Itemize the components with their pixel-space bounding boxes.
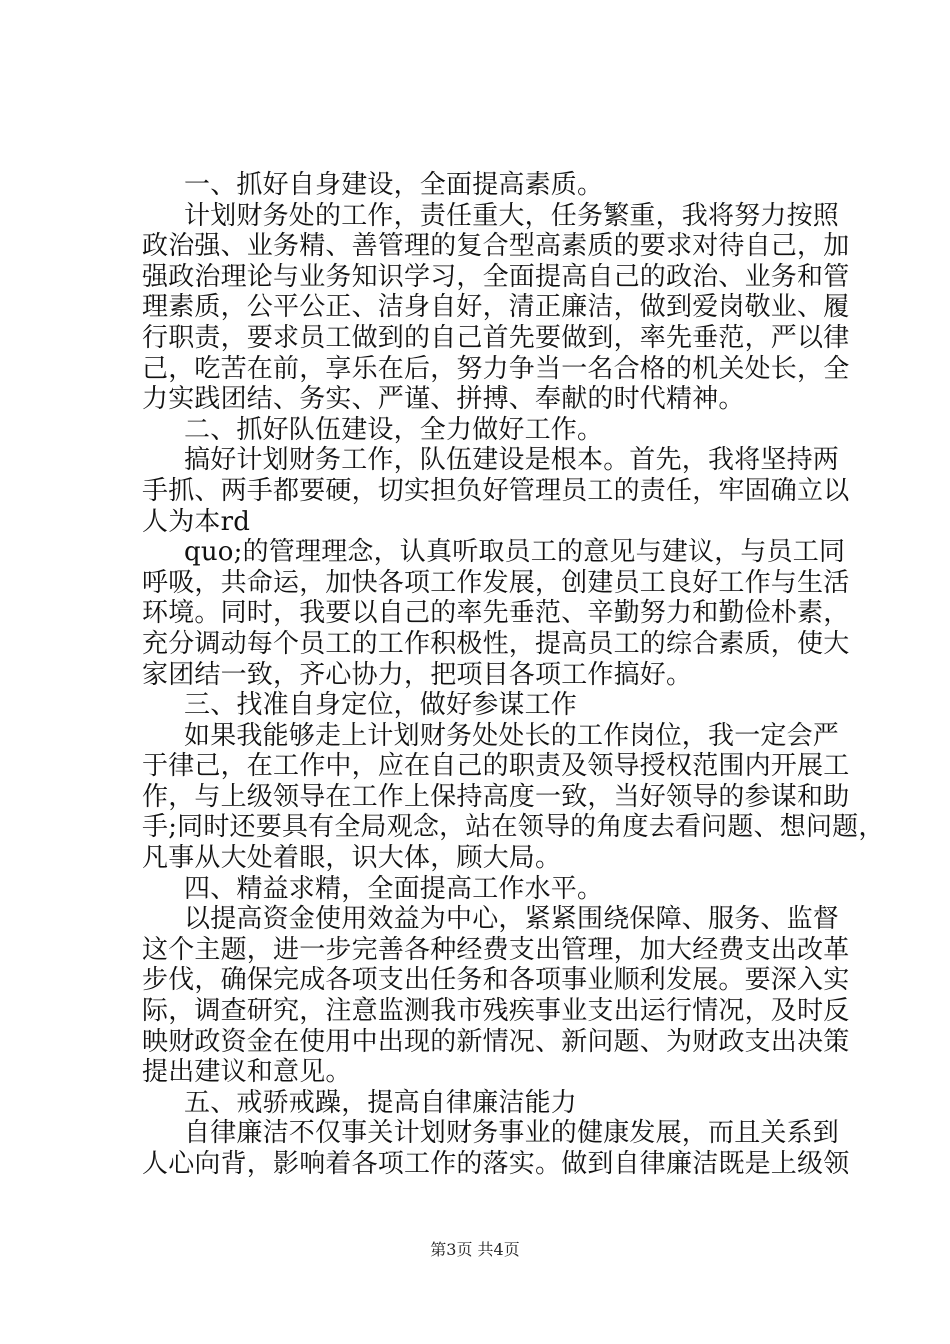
text-line: 如果我能够走上计划财务处处长的工作岗位，我一定会严 bbox=[184, 720, 840, 751]
text-line: 以提高资金使用效益为中心，紧紧围绕保障、服务、监督 bbox=[184, 904, 840, 935]
text-line: 呼吸，共命运，加快各项工作发展，创建员工良好工作与生活 bbox=[142, 567, 850, 598]
text-line: 提出建议和意见。 bbox=[142, 1057, 352, 1088]
text-line: 于律己，在工作中，应在自己的职责及领导授权范围内开展工 bbox=[142, 751, 850, 782]
text-line: 充分调动每个员工的工作积极性，提高员工的综合素质，使大 bbox=[142, 628, 850, 659]
text-line: 映财政资金在使用中出现的新情况、新问题、为财政支出决策 bbox=[142, 1026, 850, 1057]
text-line: 四、精益求精，全面提高工作水平。 bbox=[184, 873, 604, 904]
text-line: 二、抓好队伍建设，全力做好工作。 bbox=[184, 414, 604, 445]
text-line: 计划财务处的工作，责任重大，任务繁重，我将努力按照 bbox=[184, 200, 840, 231]
text-line: 行职责，要求员工做到的自己首先要做到，率先垂范，严以律 bbox=[142, 322, 850, 353]
text-line: 政治强、业务精、善管理的复合型高素质的要求对待自己，加 bbox=[142, 231, 850, 262]
text-line: 人为本rd bbox=[142, 506, 251, 537]
text-line: 自律廉洁不仅事关计划财务事业的健康发展，而且关系到 bbox=[184, 1118, 840, 1149]
text-line: 手抓、两手都要硬，切实担负好管理员工的责任，牢固确立以 bbox=[142, 475, 850, 506]
text-line: 手;同时还要具有全局观念，站在领导的角度去看问题、想问题， bbox=[142, 812, 885, 843]
text-line: quo;的管理理念，认真听取员工的意见与建议，与员工同 bbox=[184, 537, 846, 568]
text-line: 理素质，公平公正、洁身自好，清正廉洁，做到爱岗敬业、履 bbox=[142, 292, 850, 323]
text-line: 一、抓好自身建设，全面提高素质。 bbox=[184, 170, 604, 200]
page-footer: 第3页 共4页 bbox=[430, 1240, 520, 1259]
text-line: 步伐，确保完成各项支出任务和各项事业顺利发展。要深入实 bbox=[142, 965, 850, 996]
text-line: 凡事从大处着眼，识大体，顾大局。 bbox=[142, 843, 562, 874]
text-line: 五、戒骄戒躁，提高自律廉洁能力 bbox=[184, 1087, 578, 1118]
text-line: 家团结一致，齐心协力，把项目各项工作搞好。 bbox=[142, 659, 693, 690]
text-line: 己，吃苦在前，享乐在后，努力争当一名合格的机关处长，全 bbox=[142, 353, 850, 384]
text-line: 这个主题，进一步完善各种经费支出管理，加大经费支出改革 bbox=[142, 934, 850, 965]
text-line: 人心向背，影响着各项工作的落实。做到自律廉洁既是上级领 bbox=[142, 1149, 850, 1179]
text-line: 作，与上级领导在工作上保持高度一致，当好领导的参谋和助 bbox=[142, 781, 850, 812]
text-line: 三、找准自身定位，做好参谋工作 bbox=[184, 690, 578, 721]
text-line: 环境。同时，我要以自己的率先垂范、辛勤努力和勤俭朴素， bbox=[142, 598, 850, 629]
text-line: 力实践团结、务实、严谨、拼搏、奉献的时代精神。 bbox=[142, 384, 745, 415]
text-line: 际，调查研究，注意监测我市残疾事业支出运行情况，及时反 bbox=[142, 996, 850, 1027]
text-line: 强政治理论与业务知识学习，全面提高自己的政治、业务和管 bbox=[142, 261, 850, 292]
text-line: 搞好计划财务工作，队伍建设是根本。首先，我将坚持两 bbox=[184, 445, 840, 476]
document-body bbox=[142, 170, 885, 1180]
